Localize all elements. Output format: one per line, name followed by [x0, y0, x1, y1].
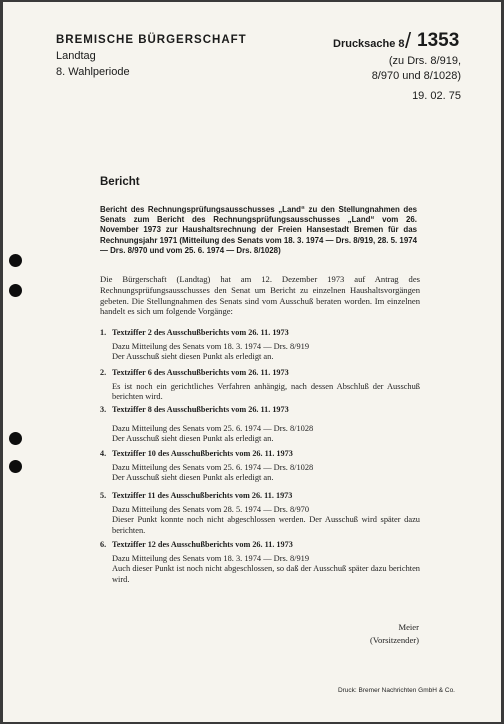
- list-item: [100, 405, 420, 445]
- item-number: 4.: [100, 449, 107, 458]
- printer-imprint: Druck: Bremer Nachrichten GmbH & Co.: [337, 687, 455, 694]
- item-line: Der Ausschuß sieht diesen Punkt als erledigt an.: [112, 434, 274, 444]
- item-number: 1.: [100, 328, 107, 337]
- legislative-period: 8. Wahlperiode: [56, 66, 130, 78]
- item-number: 6.: [100, 540, 107, 549]
- list-item: [100, 449, 420, 484]
- item-line: Dazu Mitteilung des Senats vom 28. 5. 1974 — Drs. 8/970: [112, 504, 310, 514]
- punch-hole: [9, 432, 22, 445]
- item-line: Dieser Punkt konnte noch nicht abgeschlossen werden. Der Ausschuß wird später dazu berichten.: [112, 515, 420, 535]
- organization-name: BREMISCHE BÜRGERSCHAFT: [56, 34, 247, 46]
- document-subject: Bericht des Rechnungsprüfungsausschusses „Land“ zu den Stellungnahmen des Senats zum Bericht des Rechnungsprüfungsausschusses „Land“ vom 26. November 1973 zur Haushaltsrechnung der Freien Hansestadt Bremen für das Rechnungsjahr 1971 (Mitteilung des Senats vom 18. 3. 1974 — Drs. 8/919, 28. 5. 1974 — Drs. 8/970 und vom 25. 6. 1974 — Drs. 8/1028): [100, 205, 417, 255]
- document-page: [3, 2, 501, 722]
- item-line: Der Ausschuß sieht diesen Punkt als erledigt an.: [112, 473, 274, 483]
- document-title: Bericht: [100, 176, 140, 188]
- list-item: [100, 368, 420, 403]
- body-name: Landtag: [56, 50, 96, 62]
- drucksache-number: 1353: [417, 30, 460, 51]
- signature-name: Meier: [398, 622, 419, 632]
- item-line: Dazu Mitteilung des Senats vom 25. 6. 1974 — Drs. 8/1028: [112, 462, 314, 472]
- punch-hole: [9, 254, 22, 267]
- item-line: Auch dieser Punkt ist noch nicht abgeschlossen, so daß der Ausschuß später dazu berichten wird.: [112, 564, 420, 584]
- drucksache-label: Drucksache 8: [333, 38, 405, 50]
- list-item: [100, 491, 420, 536]
- item-number: 3.: [100, 405, 107, 414]
- item-heading: Textziffer 11 des Ausschußberichts vom 26. 11. 1973: [112, 491, 293, 500]
- item-line: Es ist noch ein gerichtliches Verfahren anhängig, nach dessen Abschluß der Ausschuß berichten wird.: [112, 381, 420, 402]
- item-line: Der Ausschuß sieht diesen Punkt als erledigt an.: [112, 352, 274, 362]
- item-line: Dazu Mitteilung des Senats vom 18. 3. 1974 — Drs. 8/919: [112, 341, 310, 351]
- item-number: 5.: [100, 491, 107, 500]
- item-heading: Textziffer 12 des Ausschußberichts vom 26. 11. 1973: [112, 540, 293, 549]
- intro-paragraph: Die Bürgerschaft (Landtag) hat am 12. Dezember 1973 auf Antrag des Rechnungsprüfungsausschusses den Senat um Bericht zu einzelnen Haushaltsvorgängen gebeten. Die Stellungnahmen des Senats sind vom Ausschuß beraten worden. Im einzelnen handelt es sich um folgende Vorgänge:: [100, 274, 420, 317]
- item-heading: Textziffer 10 des Ausschußberichts vom 26. 11. 1973: [112, 449, 293, 458]
- reference-line-1: (zu Drs. 8/919,: [388, 55, 461, 67]
- reference-line-2: 8/970 und 8/1028): [371, 70, 461, 82]
- item-heading: Textziffer 8 des Ausschußberichts vom 26. 11. 1973: [112, 405, 289, 414]
- punch-hole: [9, 284, 22, 297]
- signature-role: (Vorsitzender): [370, 635, 419, 645]
- list-item: [100, 328, 420, 363]
- item-heading: Textziffer 6 des Ausschußberichts vom 26. 11. 1973: [112, 368, 289, 377]
- item-heading: Textziffer 2 des Ausschußberichts vom 26. 11. 1973: [112, 328, 289, 337]
- drucksache-separator: /: [405, 28, 412, 53]
- item-number: 2.: [100, 368, 107, 377]
- document-date: 19. 02. 75: [412, 90, 461, 102]
- punch-hole: [9, 460, 22, 473]
- item-line: Dazu Mitteilung des Senats vom 25. 6. 1974 — Drs. 8/1028: [112, 423, 314, 433]
- item-line: Dazu Mitteilung des Senats vom 18. 3. 1974 — Drs. 8/919: [112, 553, 310, 563]
- list-item: [100, 540, 420, 585]
